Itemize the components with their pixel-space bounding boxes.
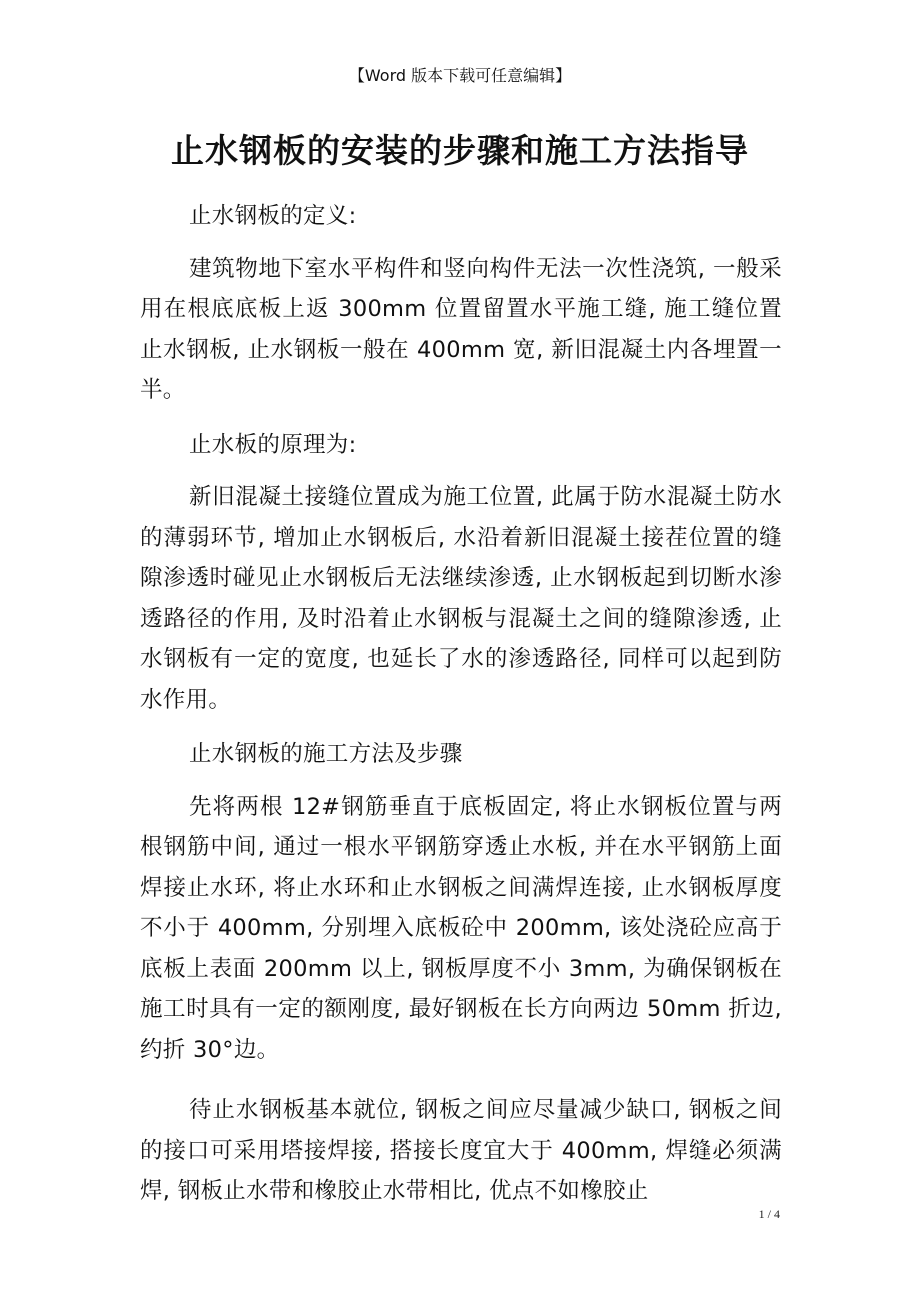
header-note: 【Word 版本下载可任意编辑】 (348, 66, 572, 85)
section-heading-method: 止水钢板的施工方法及步骤 (189, 741, 463, 767)
paragraph-method-steps: 先将两根 12#钢筋垂直于底板固定, 将止水钢板位置与两根钢筋中间, 通过一根水平钢筋穿透止水板, 并在水平钢筋上面焊接止水环, 将止水环和止水钢板之间满焊连接, 止水钢板厚度不小于 400mm, 分别埋入底板砼中 200mm, 该处浇砼应高于底板上表面 200mm 以上, 钢板厚度不小 3mm, 为确保钢板在施工时具有一定的额刚度, 最好钢板在长方向两边 50mm 折边, 约折 30°边。 (140, 793, 782, 1063)
paragraph-definition: 建筑物地下室水平构件和竖向构件无法一次性浇筑, 一般采用在根底底板上返 300mm 位置留置水平施工缝, 施工缝位置止水钢板, 止水钢板一般在 400mm 宽, 新旧混凝土内各埋置一半。 (140, 255, 782, 403)
paragraph-principle: 新旧混凝土接缝位置成为施工位置, 此属于防水混凝土防水的薄弱环节, 增加止水钢板后, 水沿着新旧混凝土接茬位置的缝隙渗透时碰见止水钢板后无法继续渗透, 止水钢板起到切断水渗透路径的作用, 及时沿着止水钢板与混凝土之间的缝隙渗透, 止水钢板有一定的宽度, 也延长了水的渗透路径, 同样可以起到防水作用。 (140, 484, 782, 713)
page-number: 1 / 4 (758, 1207, 780, 1221)
document-body (140, 196, 782, 1212)
section-heading-principle: 止水板的原理为: (189, 431, 357, 458)
section-heading-definition: 止水钢板的定义: (189, 203, 357, 229)
document-title: 止水钢板的安装的步骤和施工方法指导 (171, 131, 749, 170)
paragraph-method-joints: 待止水钢板基本就位, 钢板之间应尽量减少缺口, 钢板之间的接口可采用塔接焊接, 搭接长度宜大于 400mm, 焊缝必须满焊, 钢板止水带和橡胶止水带相比, 优点不如橡胶止 (140, 1097, 782, 1204)
